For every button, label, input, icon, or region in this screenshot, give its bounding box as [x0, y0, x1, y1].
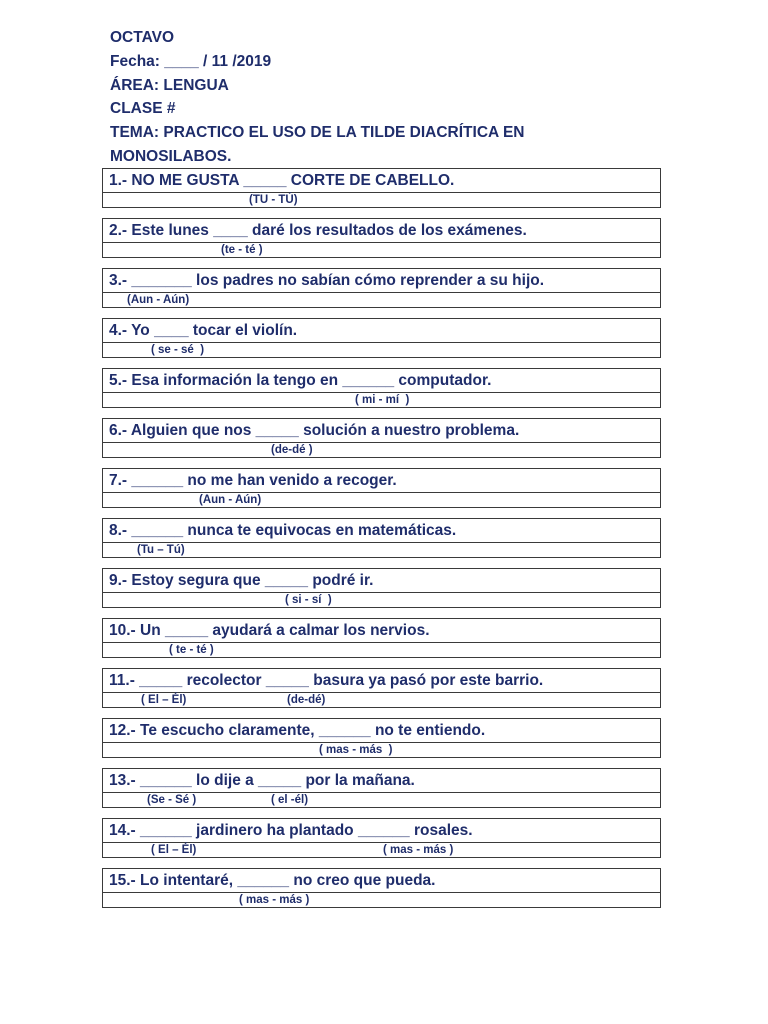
subject-area: ÁREA: LENGUA	[110, 76, 229, 94]
exercise-box	[102, 368, 661, 408]
exercise-hints	[103, 243, 660, 258]
hint-option: ( mi - mí )	[355, 394, 410, 406]
grade-label: OCTAVO	[110, 29, 175, 46]
hint-option: (Tu – Tú)	[137, 544, 185, 556]
exercise-box	[102, 218, 661, 258]
exercise-hints	[103, 593, 660, 608]
hint-option: ( El – Él)	[141, 694, 187, 706]
exercise-box	[102, 868, 661, 908]
hint-option: (de-dé )	[271, 444, 313, 456]
hint-option: ( se - sé )	[151, 344, 205, 356]
hint-option: ( mas - más )	[239, 894, 310, 906]
class-number: CLASE #	[110, 100, 176, 118]
exercise-question: 7.- ______ no me han venido a recoger.	[103, 469, 660, 493]
exercise-box	[102, 668, 661, 708]
exercise-hints	[103, 893, 660, 908]
exercise-question: 6.- Alguien que nos _____ solución a nuestro problema.	[103, 419, 660, 443]
exercise-hints	[103, 693, 660, 708]
topic-line-1: TEMA: PRACTICO EL USO DE LA TILDE DIACRÍTICA EN	[110, 124, 525, 142]
exercise-hints	[103, 843, 660, 858]
exercise-box	[102, 718, 661, 758]
exercise-question: 8.- ______ nunca te equivocas en matemáticas.	[103, 519, 660, 543]
hint-option: (Aun - Aún)	[199, 494, 262, 506]
hint-option: (te - té )	[221, 244, 263, 256]
exercise-hints	[103, 543, 660, 558]
exercise-box	[102, 768, 661, 808]
date-line: Fecha: ____ / 11 /2019	[110, 52, 272, 70]
exercise-box	[102, 268, 661, 308]
exercise-question: 4.- Yo ____ tocar el violín.	[103, 319, 660, 343]
exercise-hints	[103, 793, 660, 808]
hint-option: (TU - TÚ)	[249, 194, 298, 206]
exercise-question: 15.- Lo intentaré, ______ no creo que pueda.	[103, 869, 660, 893]
hint-option: (Aun - Aún)	[127, 294, 190, 306]
worksheet-header	[110, 26, 524, 169]
exercise-box	[102, 568, 661, 608]
hint-option: (de-dé)	[287, 694, 326, 706]
exercise-box	[102, 468, 661, 508]
exercise-hints	[103, 393, 660, 408]
exercise-hints	[103, 493, 660, 508]
exercise-box	[102, 318, 661, 358]
exercise-question: 14.- ______ jardinero ha plantado ______ rosales.	[103, 819, 660, 843]
exercise-question: 9.- Estoy segura que _____ podré ir.	[103, 569, 660, 593]
topic-line-2: MONOSILABOS.	[110, 147, 232, 165]
exercise-question: 2.- Este lunes ____ daré los resultados de los exámenes.	[103, 219, 660, 243]
exercise-hints	[103, 293, 660, 308]
hint-option: ( el -él)	[271, 794, 309, 806]
exercise-question: 11.- _____ recolector _____ basura ya pasó por este barrio.	[103, 669, 660, 693]
exercise-box	[102, 518, 661, 558]
exercise-question: 13.- ______ lo dije a _____ por la mañana.	[103, 769, 660, 793]
exercise-question: 10.- Un _____ ayudará a calmar los nervios.	[103, 619, 660, 643]
exercise-hints	[103, 643, 660, 658]
exercise-hints	[103, 193, 660, 208]
exercise-hints	[103, 443, 660, 458]
hint-option: ( te - té )	[169, 644, 214, 656]
hint-option: ( mas - más )	[319, 744, 393, 756]
hint-option: ( El – Él)	[151, 844, 197, 856]
exercise-question: 1.- NO ME GUSTA _____ CORTE DE CABELLO.	[103, 169, 660, 193]
hint-option: (Se - Sé )	[147, 794, 197, 806]
exercise-question: 12.- Te escucho claramente, ______ no te entiendo.	[103, 719, 660, 743]
exercise-hints	[103, 343, 660, 358]
exercise-box	[102, 418, 661, 458]
hint-option: ( mas - más )	[383, 844, 454, 856]
exercise-question: 5.- Esa información la tengo en ______ computador.	[103, 369, 660, 393]
exercise-box	[102, 618, 661, 658]
hint-option: ( si - sí )	[285, 594, 332, 606]
exercise-question: 3.- _______ los padres no sabían cómo reprender a su hijo.	[103, 269, 660, 293]
exercise-hints	[103, 743, 660, 758]
exercise-box	[102, 818, 661, 858]
exercise-box	[102, 168, 661, 208]
